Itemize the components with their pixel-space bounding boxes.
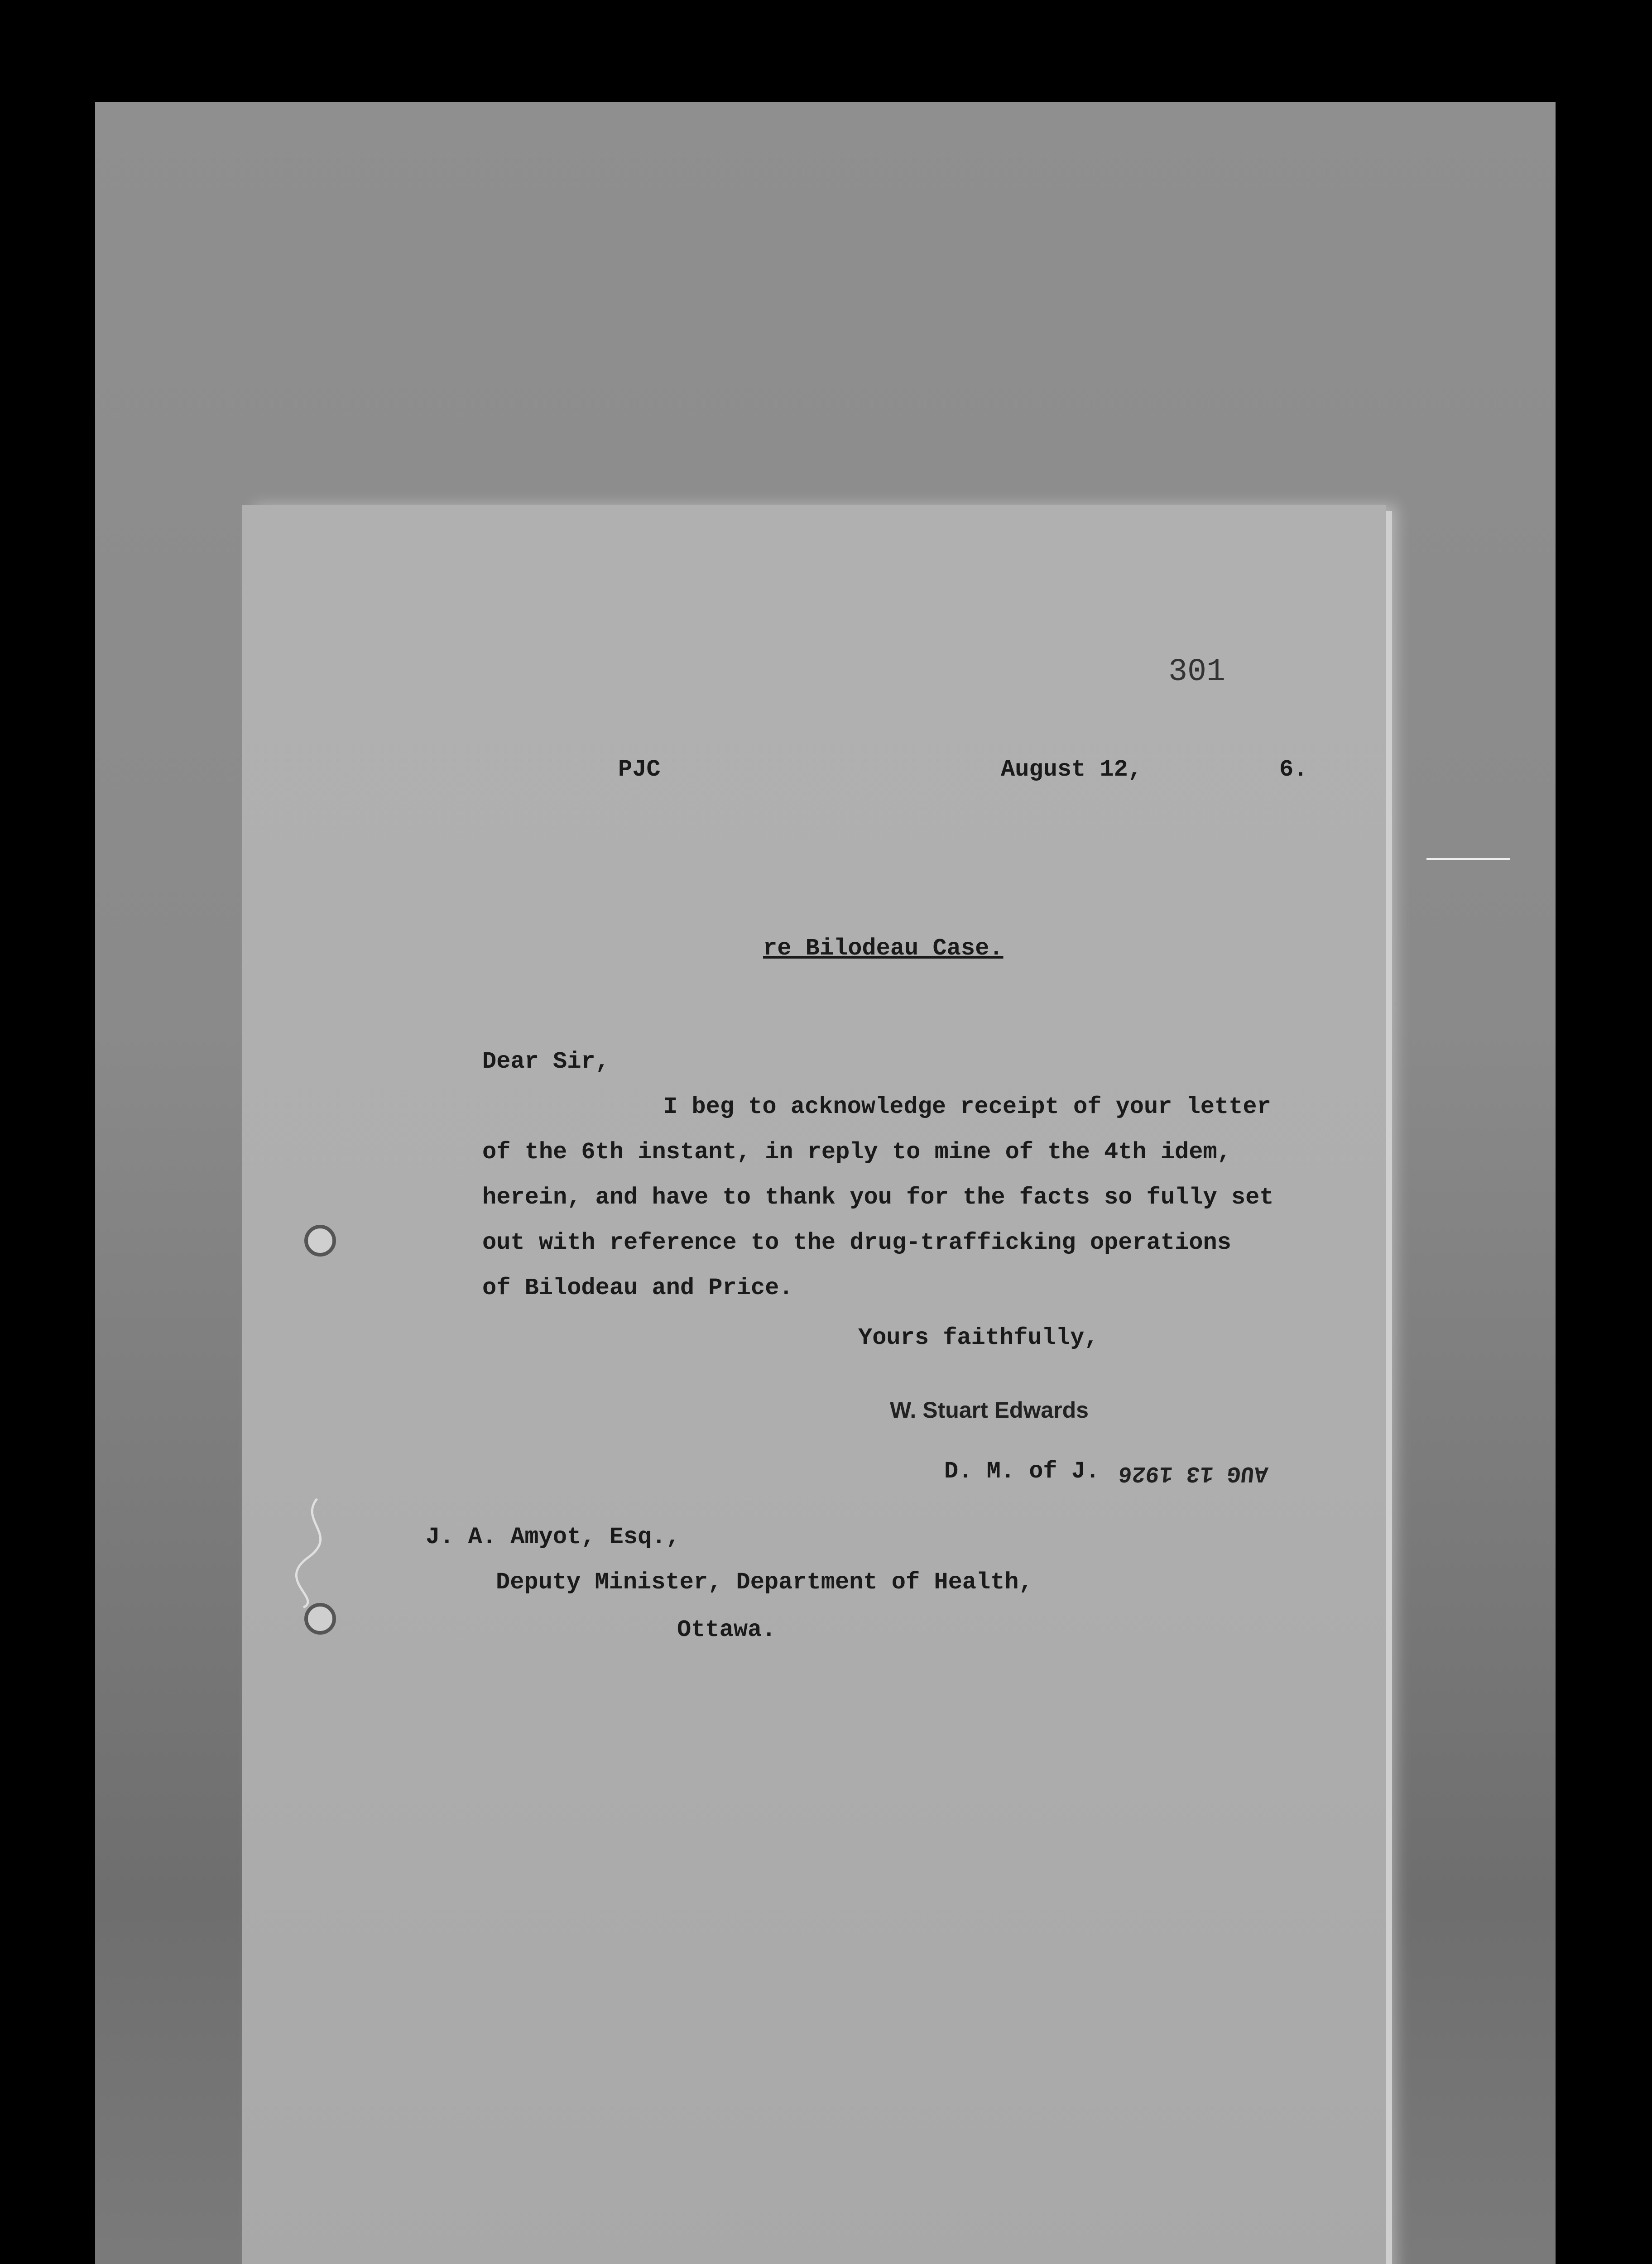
body-line: out with reference to the drug-trafficking operations — [482, 1229, 1231, 1256]
recipient-name: J. A. Amyot, Esq., — [426, 1524, 680, 1550]
sender-initials: PJC — [618, 756, 661, 783]
body-line: I beg to acknowledge receipt of your letter — [663, 1094, 1271, 1120]
recipient-title: Deputy Minister, Department of Health, — [496, 1569, 1033, 1596]
salutation: Dear Sir, — [482, 1048, 610, 1075]
letter-subject: re Bilodeau Case. — [763, 935, 1004, 962]
letter-date: August 12, — [1001, 756, 1143, 783]
body-line: of Bilodeau and Price. — [482, 1275, 793, 1301]
page-number: 301 — [1168, 654, 1226, 690]
closing: Yours faithfully, — [858, 1324, 1099, 1351]
received-date-stamp: AUG 13 1926 — [1117, 1460, 1270, 1486]
body-line: herein, and have to thank you for the facts so fully set — [482, 1184, 1274, 1211]
signer-title: D. M. of J. — [944, 1458, 1100, 1485]
punch-hole — [304, 1225, 336, 1257]
letter-year-fragment: 6. — [1279, 756, 1308, 783]
recipient-city: Ottawa. — [677, 1616, 776, 1643]
pencil-mark — [290, 1494, 349, 1612]
margin-mark — [1426, 858, 1510, 860]
body-line: of the 6th instant, in reply to mine of the 4th idem, — [482, 1139, 1231, 1166]
signature: W. Stuart Edwards — [890, 1397, 1089, 1423]
letter-page — [242, 505, 1386, 2264]
